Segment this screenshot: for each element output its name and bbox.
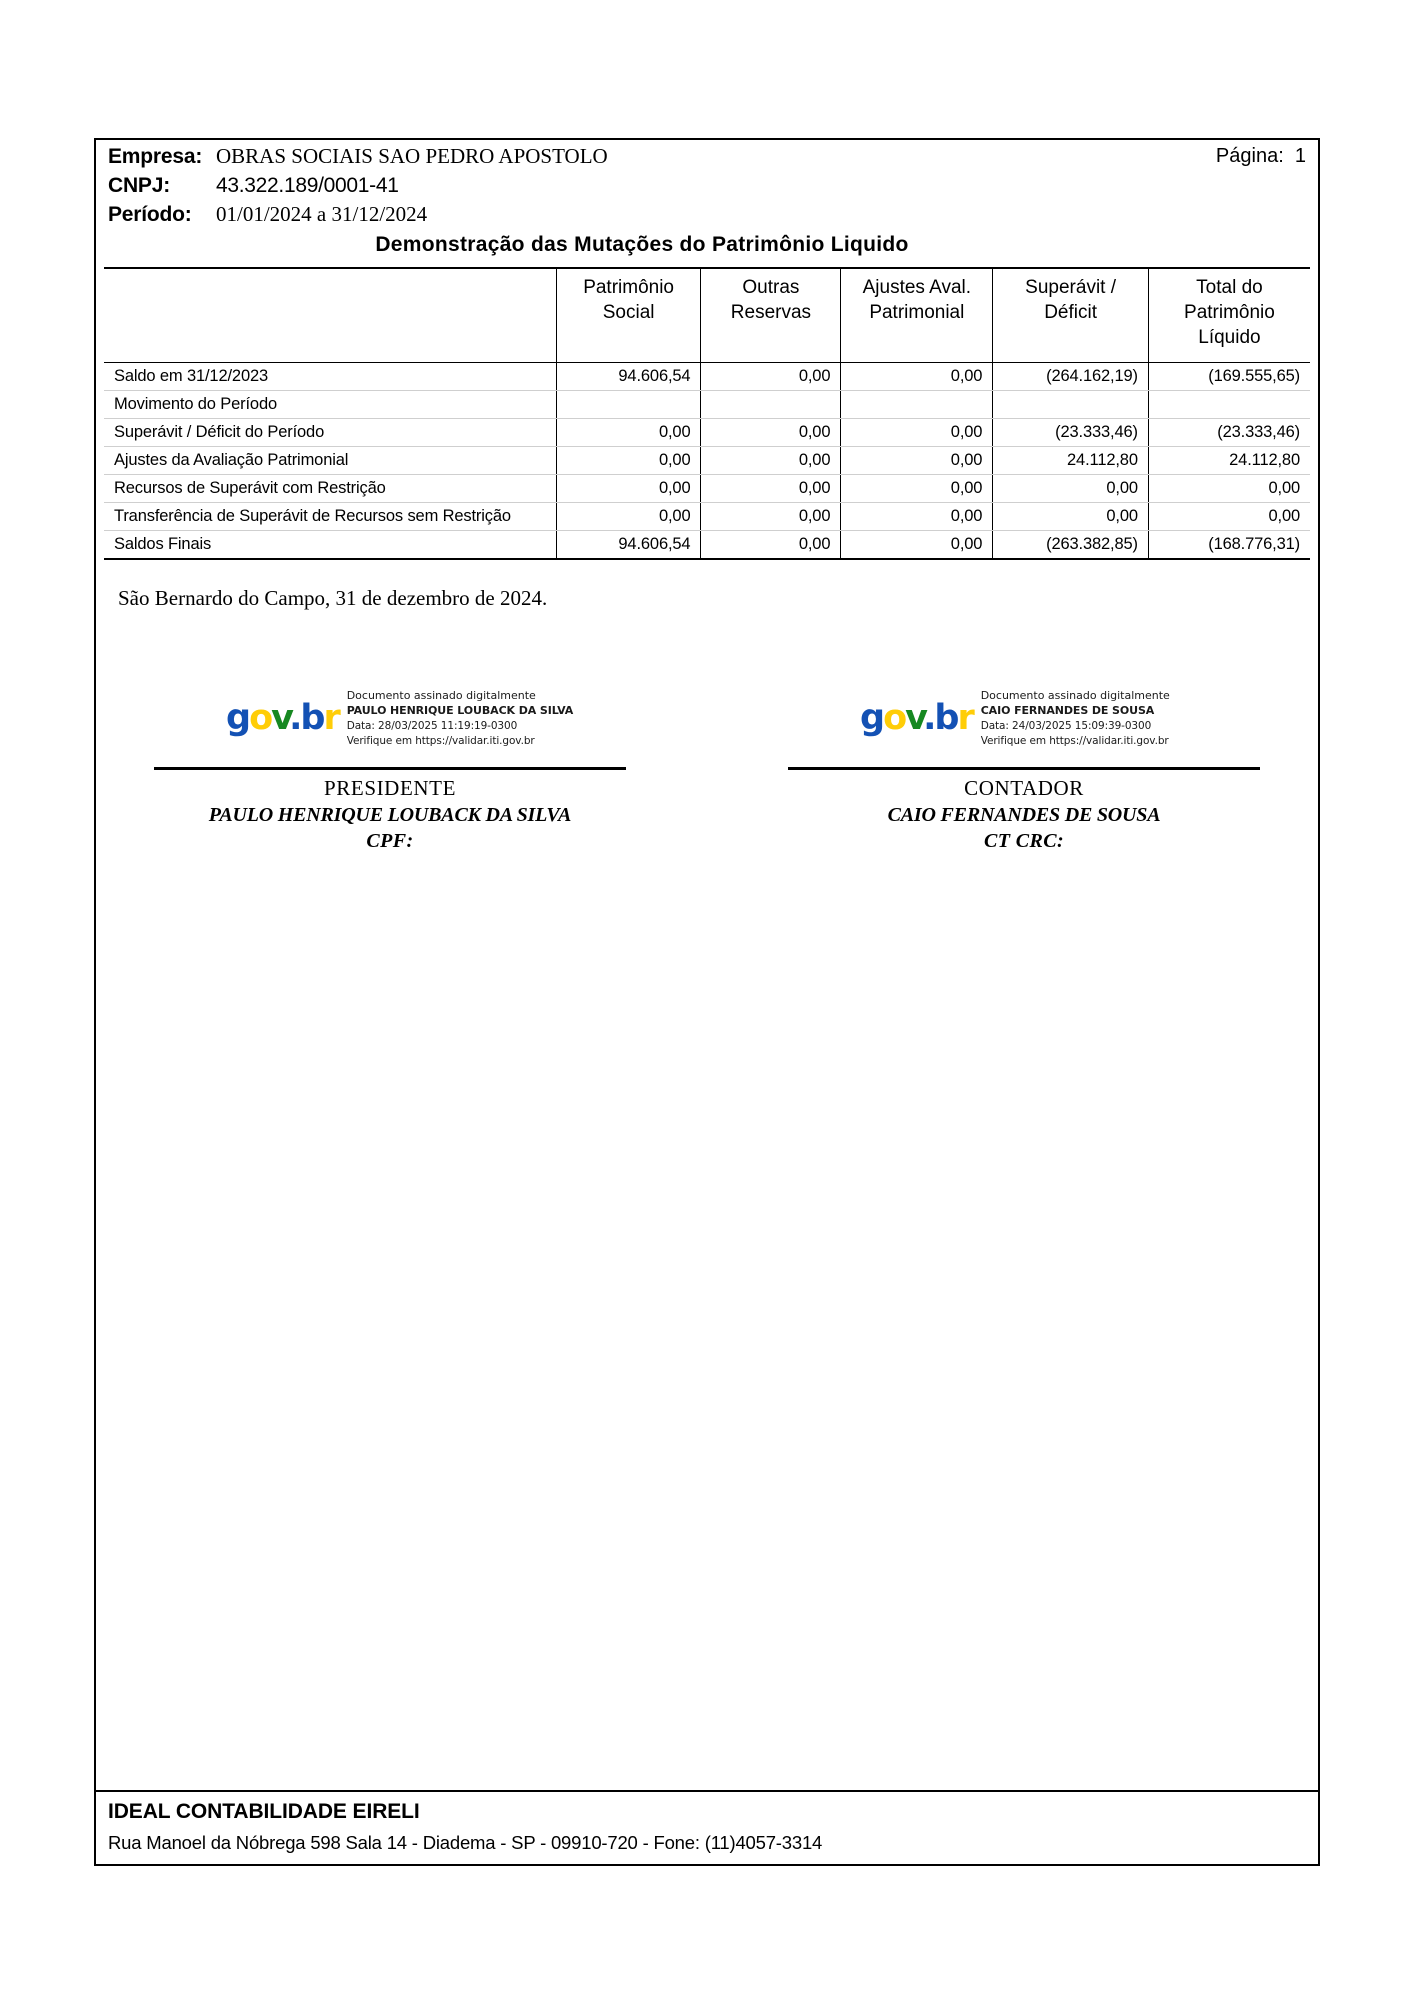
stamp-verify-url: Verifique em https://validar.iti.gov.br: [980, 734, 1169, 747]
stamp-text: [347, 688, 573, 749]
row-value: 0,00: [701, 363, 841, 391]
row-value: 0,00: [841, 447, 993, 475]
row-value: (263.382,85): [993, 531, 1149, 560]
govbr-logo-icon: [860, 697, 973, 738]
row-value: 0,00: [841, 531, 993, 560]
row-value: 0,00: [1148, 475, 1310, 503]
header-row: [104, 268, 1310, 363]
row-value: (169.555,65): [1148, 363, 1310, 391]
stamp-heading: Documento assinado digitalmente: [346, 688, 536, 702]
signature-block-accountant: [764, 681, 1284, 853]
signature-id-label: CT CRC:: [983, 830, 1065, 853]
row-value: 0,00: [841, 503, 993, 531]
stamp-text: [981, 688, 1170, 749]
document-footer: [96, 1790, 1318, 1864]
table-row: [104, 391, 1310, 419]
row-label: Saldo em 31/12/2023: [104, 363, 556, 391]
col-header-2: [701, 268, 841, 363]
row-value: 94.606,54: [556, 531, 701, 560]
table-row: [104, 363, 1310, 391]
table-body: [104, 363, 1310, 560]
col-header-1-line1: Patrimônio: [583, 277, 675, 298]
col-header-5-line2: Patrimônio: [1184, 302, 1275, 324]
signature-line: [154, 767, 626, 770]
signature-line: [788, 767, 1260, 770]
footer-company-name: IDEAL CONTABILIDADE EIRELI: [108, 1800, 420, 1823]
govbr-logo-r: r: [323, 697, 339, 738]
period-value: 01/01/2024 a 31/12/2024: [216, 202, 428, 226]
govbr-logo-dot: .: [289, 697, 301, 738]
govbr-logo-o: o: [883, 697, 906, 738]
signature-name: CAIO FERNANDES DE SOUSA: [887, 804, 1161, 827]
stamp-signer-name: CAIO FERNANDES DE SOUSA: [980, 704, 1155, 718]
content-spacer: [96, 853, 1318, 1790]
govbr-logo-v: v: [905, 697, 924, 738]
govbr-logo-icon: [226, 697, 339, 738]
col-header-3-line1: Ajustes Aval.: [862, 277, 972, 298]
row-value: 0,00: [701, 475, 841, 503]
cnpj-label: CNPJ:: [108, 174, 171, 197]
row-value: 0,00: [556, 475, 701, 503]
page-title: Demonstração das Mutações do Patrimônio Liquido: [375, 233, 909, 256]
row-value: 0,00: [1148, 503, 1310, 531]
col-header-1: [556, 268, 701, 363]
table-head: [104, 268, 1310, 363]
row-value: 0,00: [701, 503, 841, 531]
row-value: (23.333,46): [993, 419, 1149, 447]
company-label: Empresa:: [108, 145, 203, 168]
signature-role: PRESIDENTE: [324, 776, 456, 801]
row-value: 0,00: [701, 419, 841, 447]
row-value: [556, 391, 701, 419]
row-label: Saldos Finais: [104, 531, 556, 560]
col-header-4-line1: Superávit /: [1025, 277, 1116, 298]
row-value: 0,00: [993, 475, 1149, 503]
row-value: 0,00: [701, 447, 841, 475]
govbr-logo-b: b: [934, 697, 958, 738]
signature-role: CONTADOR: [964, 776, 1084, 801]
table-row: [104, 475, 1310, 503]
row-value: 0,00: [841, 475, 993, 503]
stamp-signer-name: PAULO HENRIQUE LOUBACK DA SILVA: [346, 704, 574, 718]
row-label: Recursos de Superávit com Restrição: [104, 475, 556, 503]
stamp-date: Data: 24/03/2025 15:09:39-0300: [980, 719, 1152, 732]
row-value: 94.606,54: [556, 363, 701, 391]
col-header-5-line3: Líquido: [1198, 327, 1261, 349]
row-value: 0,00: [841, 419, 993, 447]
period-row: [108, 204, 1306, 225]
row-value: (264.162,19): [993, 363, 1149, 391]
row-label: Ajustes da Avaliação Patrimonial: [104, 447, 556, 475]
row-value: 24.112,80: [993, 447, 1149, 475]
row-label: Movimento do Período: [104, 391, 556, 419]
signature-id-label: CPF:: [366, 830, 414, 853]
govbr-logo-v: v: [271, 697, 290, 738]
stamp-verify-url: Verifique em https://validar.iti.gov.br: [346, 734, 535, 747]
signature-name: PAULO HENRIQUE LOUBACK DA SILVA: [208, 804, 572, 827]
document-frame: [94, 138, 1320, 1866]
row-value: 0,00: [993, 503, 1149, 531]
col-header-4: [993, 268, 1149, 363]
col-header-5: [1148, 268, 1310, 363]
document-header: [96, 140, 1318, 267]
row-value: 0,00: [701, 531, 841, 560]
col-header-2-line1: Outras: [742, 277, 800, 298]
stamp-heading: Documento assinado digitalmente: [980, 688, 1170, 702]
table-row: [104, 531, 1310, 560]
col-header-4-line2: Déficit: [1044, 302, 1097, 324]
govbr-logo-g: g: [226, 697, 250, 738]
cnpj-row: [108, 175, 1306, 196]
cnpj-value: 43.322.189/0001-41: [216, 174, 399, 197]
company-row: [108, 146, 1306, 167]
govbr-logo-g: g: [860, 697, 884, 738]
table-row: [104, 503, 1310, 531]
govbr-logo-dot: .: [923, 697, 935, 738]
row-value: 0,00: [556, 419, 701, 447]
col-header-3-line2: Patrimonial: [869, 302, 965, 324]
period-label: Período:: [108, 203, 192, 226]
page-number: Página: 1: [1215, 145, 1306, 167]
row-label: Transferência de Superávit de Recursos sem Restrição: [104, 503, 556, 531]
signature-block-president: [130, 681, 650, 853]
row-value: [701, 391, 841, 419]
row-value: 0,00: [556, 447, 701, 475]
footer-address: Rua Manoel da Nóbrega 598 Sala 14 - Diadema - SP - 09910-720 - Fone: (11)4057-3314: [108, 1832, 823, 1853]
row-value: 24.112,80: [1148, 447, 1310, 475]
stamp-date: Data: 28/03/2025 11:19:19-0300: [346, 719, 518, 732]
govbr-logo-o: o: [249, 697, 272, 738]
company-value: OBRAS SOCIAIS SAO PEDRO APOSTOLO: [216, 144, 608, 168]
col-header-1-line2: Social: [602, 302, 655, 324]
govbr-signature-stamp: [764, 681, 1284, 755]
table-row: [104, 419, 1310, 447]
row-value: (23.333,46): [1148, 419, 1310, 447]
col-header-description: [104, 268, 556, 363]
table-row: [104, 447, 1310, 475]
col-header-5-line1: Total do: [1196, 277, 1263, 298]
statement-table: [104, 267, 1310, 560]
row-value: (168.776,31): [1148, 531, 1310, 560]
statement-table-wrap: [96, 267, 1318, 560]
govbr-logo-b: b: [300, 697, 324, 738]
row-value: 0,00: [841, 363, 993, 391]
govbr-logo-r: r: [957, 697, 973, 738]
signature-area: [96, 681, 1318, 853]
place-and-date: São Bernardo do Campo, 31 de dezembro de 2024.: [118, 586, 548, 611]
govbr-signature-stamp: [130, 681, 650, 755]
row-value: 0,00: [556, 503, 701, 531]
row-value: [841, 391, 993, 419]
col-header-2-line2: Reservas: [730, 302, 812, 324]
row-value: [993, 391, 1149, 419]
row-label: Superávit / Déficit do Período: [104, 419, 556, 447]
col-header-3: [841, 268, 993, 363]
row-value: [1148, 391, 1310, 419]
